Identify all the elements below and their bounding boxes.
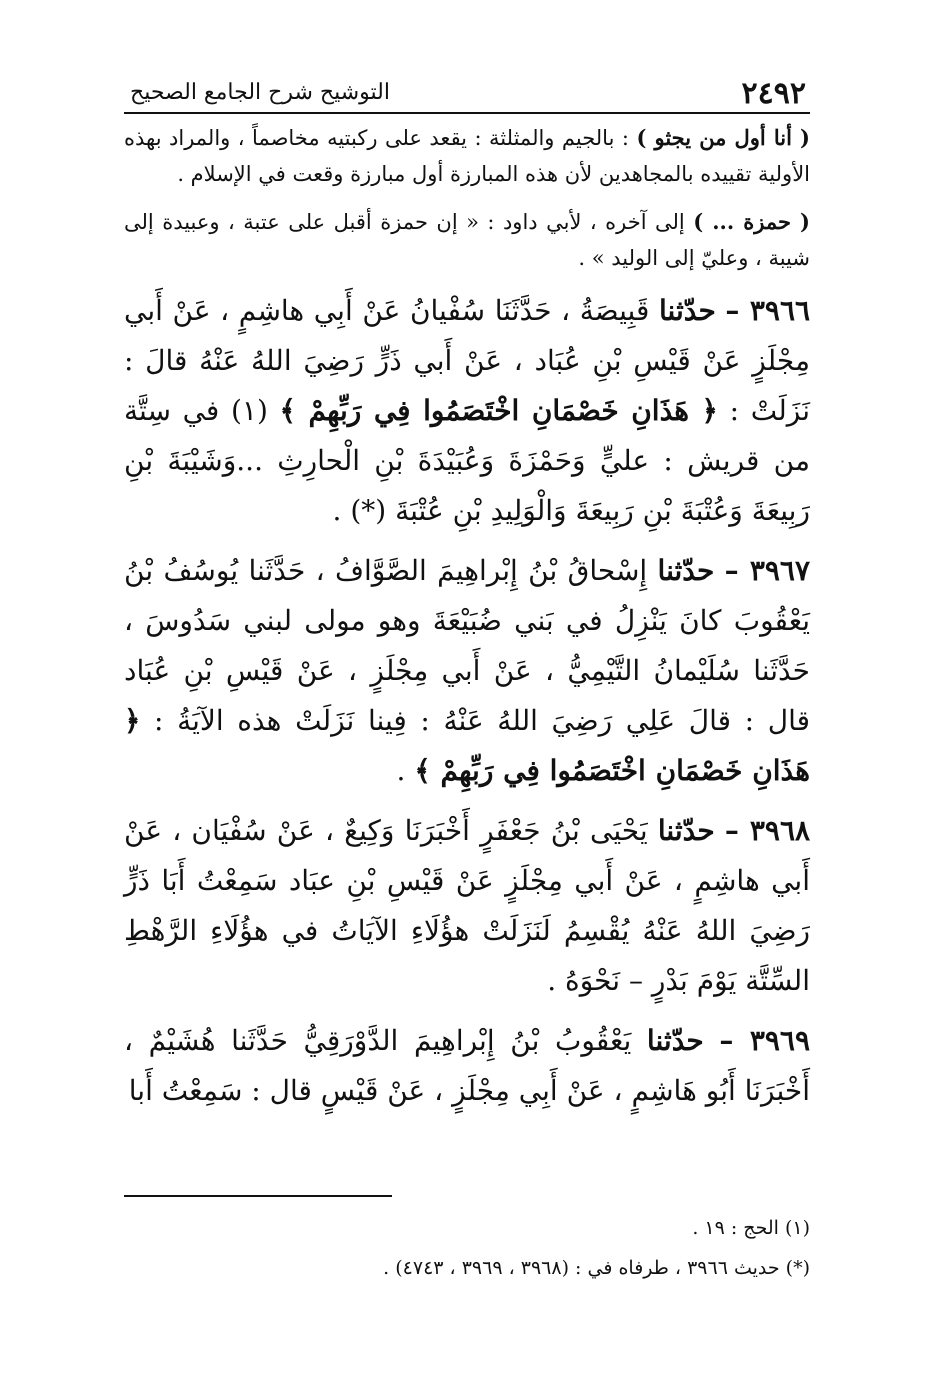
hadith-text: يَعْقُوبُ بْنُ إِبْراهِيمَ الدَّوْرَقِيُّ حَدَّثَنا هُشَيْمٌ ، أَخْبَرَنَا أَبُو هَاشِمٍ ، عَنْ أَبِي مِجْلَزٍ ، عَنْ قَيْسٍ قال : سَمِعْتُ أَبا [124, 1024, 810, 1107]
hadith-text: إِسْحاقُ بْنُ إِبْراهِيمَ الصَّوَّافُ ، حَدَّثَنا يُوسُفُ بْنُ يَعْقُوبَ كانَ يَنْزِلُ في بَني ضُبَيْعَةَ وهو مولى لبني سَدُوسَ ، حَدَّثَنا سُلَيْمانُ التَّيْمِيُّ ، عَنْ أَبي مِجْلَزٍ ، عَنْ قَيْسِ بْنِ عُبَاد قال : قالَ عَلِي رَضِيَ اللهُ عَنْهُ : فِينا نَزَلَتْ هذه الآيَةُ : [124, 554, 810, 737]
hadith-text: قَبِيصَةُ ، حَدَّثَنَا سُفْيانُ عَنْ أَبِي هاشِمٍ ، عَنْ أَبي مِجْلَزٍ عَنْ قَيْسِ بْنِ عُبَاد ، عَنْ أَبي ذَرٍّ رَضِيَ اللهُ عَنْهُ قالَ : نَزَلَتْ : [124, 294, 810, 427]
hadith-text: (١) في سِتَّة من قريش : عليٍّ وَحَمْزَةَ وَعُبَيْدَةَ بْنِ الْحارِثِ ...وَشَيْبَةَ بْنِ رَبِيعَةَ وَعُتْبَةَ بْنِ رَبِيعَةَ وَالْوَلِيدِ بْنِ عُتْبَةَ (*) . [124, 394, 810, 527]
hadith-3967 [124, 546, 810, 796]
book-page [124, 72, 810, 1116]
hadith-number: ٣٩٦٨ – [724, 814, 811, 847]
commentary-text: : بالجيم والمثلثة : يقعد على ركبتيه مخاصماً ، والمراد بهذه الأولية تقييده بالمجاهدين لأن هذه المبارزة أول مبارزة وقعت في الإسلام . [124, 126, 810, 186]
commentary-paragraph [124, 204, 810, 276]
footnote: (*) حديث ٣٩٦٦ ، طرفاه في : (٣٩٦٨ ، ٣٩٦٩ ، ٤٧٤٣) . [383, 1257, 810, 1279]
footnotes [124, 1208, 810, 1288]
hadith-text: يَحْيَى بْنُ جَعْفَرٍ أَخْبَرَنَا وَكِيعٌ ، عَنْ سُفْيَان ، عَنْ أَبي هاشِمٍ ، عَنْ أَبي مِجْلَزٍ عَنْ قَيْسِ بْنِ عبَاد سَمِعْتُ أَبَا ذَرٍّ رَضِيَ اللهُ عَنْهُ يُقْسِمُ لَنَزَلَتْ هؤُلَاءِ الآيَاتُ في هؤُلَاءِ الرَّهْطِ السِّتَّة يَوْمَ بَدْرٍ – نَحْوَهُ . [124, 814, 810, 997]
hadith-3969 [124, 1016, 810, 1116]
hadith-lead-word: حدّثنا [646, 1024, 704, 1057]
hadith-lead-word: حدّثنا [658, 294, 716, 327]
hadith-3966 [124, 286, 810, 536]
quran-verse: ﴿ هَذَانِ خَصْمَانِ اخْتَصَمُوا فِي رَبِّهِمْ ﴾ [124, 704, 810, 787]
commentary-text: إلى آخره ، لأبي داود : « إن حمزة أقبل على عتبة ، وعبيدة إلى شيبة ، وعليّ إلى الوليد » . [124, 210, 810, 270]
hadith-lead-word: حدّثنا [657, 814, 715, 847]
footnote: (١) الحج : ١٩ . [692, 1217, 810, 1239]
hadith-3968 [124, 806, 810, 1006]
commentary-lemma: ( حمزة ... ) [693, 209, 810, 234]
hadith-text: . [396, 754, 415, 787]
hadith-lead-word: حدّثنا [657, 554, 715, 587]
commentary-lemma: ( أنا أول من يجثو ) [636, 125, 810, 150]
hadith-number: ٣٩٦٩ – [719, 1024, 810, 1057]
page-header [124, 72, 810, 114]
commentary-paragraph [124, 120, 810, 192]
hadith-number: ٣٩٦٦ – [725, 294, 811, 327]
hadith-number: ٣٩٦٧ – [724, 554, 810, 587]
quran-verse: ﴿ هَذَانِ خَصْمَانِ اخْتَصَمُوا فِي رَبِّهِمْ ﴾ [279, 394, 718, 427]
running-title: التوشيح شرح الجامع الصحيح [130, 80, 390, 105]
page-number: ٢٤٩٢ [741, 76, 806, 111]
footnote-divider [124, 1195, 392, 1197]
